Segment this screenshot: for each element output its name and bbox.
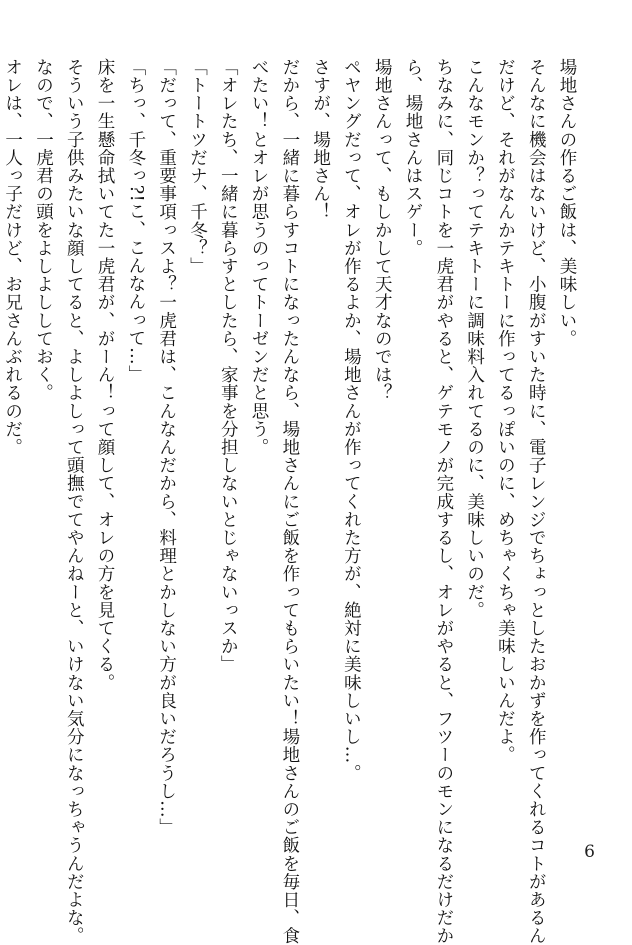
text-line: 場地さんって、もしかして天才なのでは？ xyxy=(372,58,393,402)
text-line: オレは、一人っ子だけど、お兄さんぶれるのだ。 xyxy=(2,58,23,457)
text-line: ちなみに、同じコトを一虎君がやると、ゲテモノが完成するし、オレがやると、フツーのモンになるだけだか xyxy=(433,58,454,945)
text-line: ら、場地さんはスゲー。 xyxy=(403,58,424,258)
text-line: なので、一虎君の頭をよしよししておく。 xyxy=(33,58,54,402)
text-line: 「ちっ、千冬っ?!こ、こんなんって…」 xyxy=(125,58,146,384)
text-line: べたい！とオレが思うのってトーゼンだと思う。 xyxy=(249,58,270,457)
text-line: こんなモンか？ってテキトーに調味料入れてるのに、美味しいのだ。 xyxy=(464,58,485,620)
body-text xyxy=(0,58,582,945)
text-line: 「トートツだナ、千冬？」 xyxy=(187,58,208,276)
text-line: さすが、場地さん！ xyxy=(310,58,331,221)
text-line: 「だって、重要事項っスよ？一虎君は、こんなんだから、料理とかしない方が良いだろうし…」 xyxy=(156,58,177,837)
text-line: そういう子供みたいな顔してると、よしよしって頭撫でてやんねーと、いけない気分になっちゃうんだよな。 xyxy=(64,58,85,945)
text-line: 場地さんの作るご飯は、美味しい。 xyxy=(557,58,577,348)
text-line: そんなに機会はないけど、小腹がすいた時に、電子レンジでちょっとしたおかずを作ってくれるコトがあるん xyxy=(526,58,547,945)
text-line: ペヤングだって、オレが作るよか、場地さんが作ってくれた方が、絶対に美味しいし…。 xyxy=(341,58,362,782)
text-line: だから、一緒に暮らすコトになったんなら、場地さんにご飯を作ってもらいたい！場地さんのご飯を毎日、食 xyxy=(279,58,300,945)
text-line: 「オレたち、一緒に暮らすとしたら、家事を分担しないとじゃないっスか」 xyxy=(218,58,239,674)
page-number: 6 xyxy=(584,842,595,862)
text-line: 床を一生懸命拭いてた一虎君が、がーん！って顔して、オレの方を見てくる。 xyxy=(95,58,116,692)
text-line: だけど、それがなんかテキトーに作ってるっぽいのに、めちゃくちゃ美味しいんだよ。 xyxy=(495,58,516,764)
